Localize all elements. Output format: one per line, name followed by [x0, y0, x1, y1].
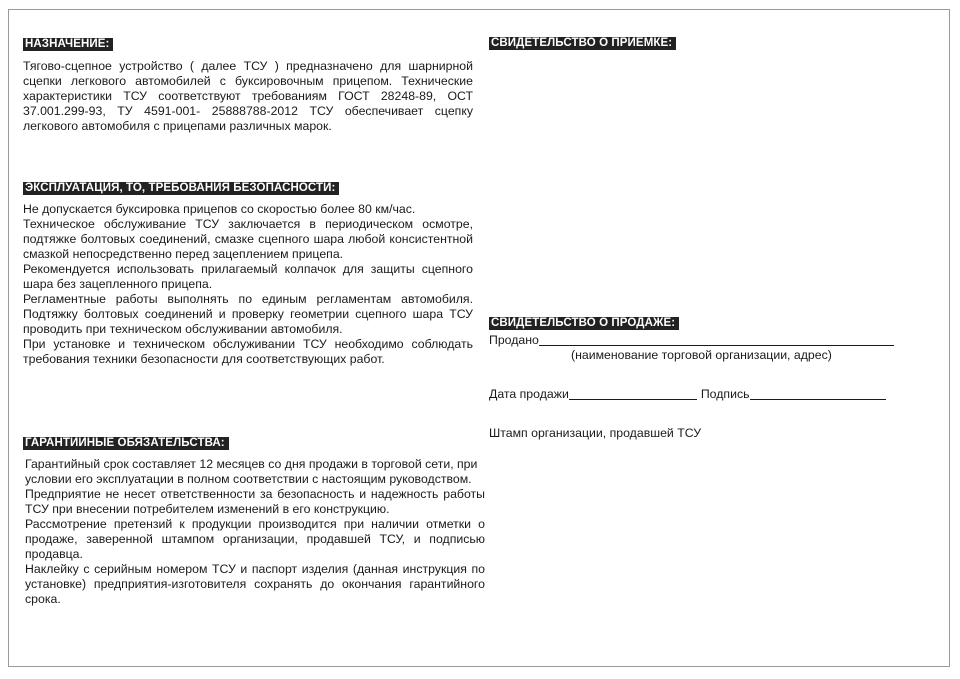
operation-section: [23, 178, 483, 367]
operation-paragraph-maintenance: Техническое обслуживание ТСУ заключается в периодическом осмотре, подтяжке болтовых соединений, смазке сцепного шара любой консистентной смазкой непосредственно перед зацеплением прицепа.: [23, 217, 473, 261]
warranty-paragraph-sticker: Наклейку с серийным номером ТСУ и паспорт изделия (данная инструкция по установке) предприятия-изготовителя сохранять до окончания гарантийного срока.: [25, 562, 485, 606]
warranty-paragraph-liability: Предприятие не несет ответственности за безопасность и надежность работы ТСУ при внесении потребителем изменений в его конструкцию.: [25, 487, 485, 516]
operation-paragraph-speed: Не допускается буксировка прицепов со скоростью более 80 км/час.: [23, 202, 416, 216]
sale-heading: СВИДЕТЕЛЬСТВО О ПРОДАЖЕ:: [489, 317, 679, 330]
warranty-paragraph-claims: Рассмотрение претензий к продукции производится при наличии отметки о продаже, заверенной штампом организации, продавшей ТСУ, и подписью продавца.: [25, 517, 485, 561]
sold-caption: (наименование торговой организации, адрес): [571, 348, 832, 362]
date-signature-row: [489, 387, 904, 402]
sold-row: [489, 333, 904, 348]
operation-paragraph-cap: Рекомендуется использовать прилагаемый колпачок для защиты сцепного шара без зацепленного прицепа.: [23, 262, 473, 291]
purpose-text: Тягово-сцепное устройство ( далее ТСУ ) предназначено для шарнирной сцепки легкового автомобилей с буксировочным прицепом. Технические характеристики ТСУ соответствуют требованиям ГОСТ 28248-89, ОСТ 37.001.299-93, ТУ 4591-001- 25888788-2012 ТСУ обеспечивает сцепку легкового автомобиля с прицепами различных марок.: [23, 59, 473, 133]
date-line[interactable]: [569, 387, 697, 400]
stamp-label: Штамп организации, продавшей ТСУ: [489, 426, 702, 440]
operation-paragraph-schedule: Регламентные работы выполнять по единым регламентам автомобиля. Подтяжку болтовых соединений и проверку геометрии сцепного шара ТСУ проводить при техническом обслуживании автомобиля.: [23, 292, 473, 336]
acceptance-section: [489, 33, 904, 51]
sold-label: Продано: [489, 333, 539, 347]
signature-label: Подпись: [700, 387, 750, 401]
warranty-section: [23, 433, 483, 607]
warranty-paragraph-term: Гарантийный срок составляет 12 месяцев со дня продажи в торговой сети, при условии его эксплуатации в полном соответствии с настоящим руководством.: [25, 457, 478, 486]
purpose-section: [23, 34, 483, 134]
date-label: Дата продажи: [489, 387, 569, 401]
warranty-heading: ГАРАНТИЙНЫЕ ОБЯЗАТЕЛЬСТВА:: [23, 437, 229, 450]
acceptance-heading: СВИДЕТЕЛЬСТВО О ПРИЕМКЕ:: [489, 37, 676, 50]
sale-section: [489, 313, 904, 441]
sold-line[interactable]: [539, 333, 894, 346]
operation-paragraph-safety: При установке и техническом обслуживании ТСУ необходимо соблюдать требования техники безопасности для соответствующих работ.: [23, 337, 473, 366]
purpose-heading: НАЗНАЧЕНИЕ:: [23, 38, 113, 51]
signature-line[interactable]: [750, 387, 886, 400]
operation-heading: ЭКСПЛУАТАЦИЯ, ТО, ТРЕБОВАНИЯ БЕЗОПАСНОСТИ:: [23, 182, 339, 195]
